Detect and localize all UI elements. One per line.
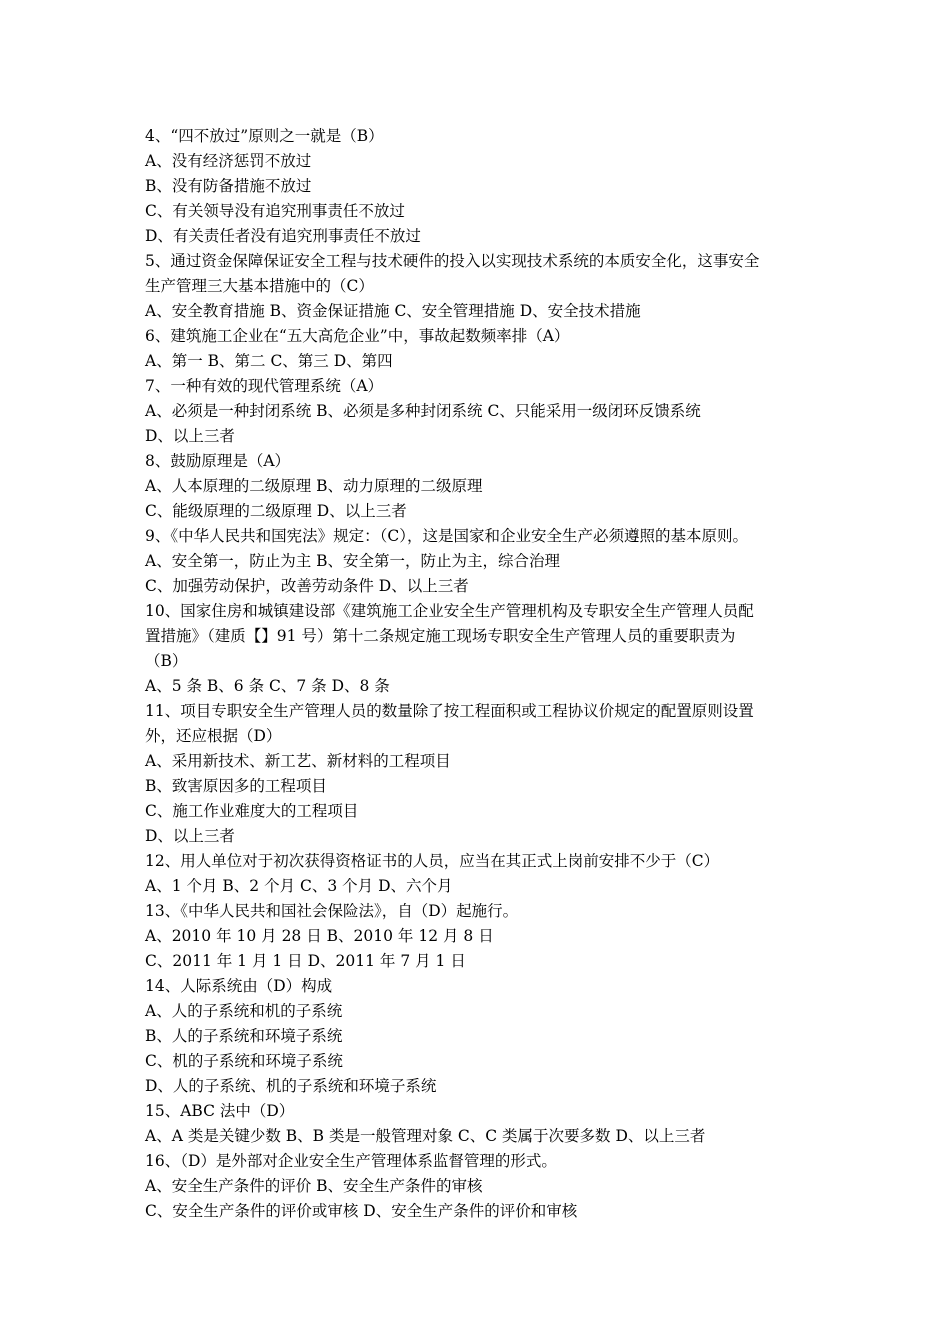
question-7: 7、一种有效的现代管理系统（A） [145,377,384,395]
question-6: 6、建筑施工企业在“五大高危企业”中，事故起数频率排（A） [145,327,570,345]
option-line: A、采用新技术、新工艺、新材料的工程项目 [145,752,451,770]
option-line: A、安全第一，防止为主 B、安全第一，防止为主，综合治理 [145,552,561,570]
option-line: C、有关领导没有追究刑事责任不放过 [145,202,405,220]
question-11-continued: 外，还应根据（D） [145,727,282,745]
option-line: A、人的子系统和机的子系统 [145,1002,343,1020]
option-line: A、第一 B、第二 C、第三 D、第四 [145,352,393,370]
question-4: 4、“四不放过”原则之一就是（B） [145,127,384,145]
question-5: 5、通过资金保障保证安全工程与技术硬件的投入以实现技术系统的本质安全化，这事安全 [145,252,760,270]
option-line: A、人本原理的二级原理 B、动力原理的二级原理 [145,477,483,495]
question-9: 9、《中华人民共和国宪法》规定：（C），这是国家和企业安全生产必须遵照的基本原则。 [145,527,748,545]
question-10-answer: （B） [145,652,188,670]
option-line: D、以上三者 [145,427,235,445]
question-12: 12、用人单位对于初次获得资格证书的人员，应当在其正式上岗前安排不少于（C） [145,852,720,870]
option-line: A、安全教育措施 B、资金保证措施 C、安全管理措施 D、安全技术措施 [145,302,641,320]
option-line: C、能级原理的二级原理 D、以上三者 [145,502,407,520]
option-line: A、5 条 B、6 条 C、7 条 D、8 条 [145,677,390,695]
question-15: 15、ABC 法中（D） [145,1102,295,1120]
question-10-continued: 置措施》（建质【】91 号）第十二条规定施工现场专职安全生产管理人员的重要职责为 [145,627,736,645]
question-11: 11、项目专职安全生产管理人员的数量除了按工程面积或工程协议价规定的配置原则设置 [145,702,754,720]
question-10: 10、国家住房和城镇建设部《建筑施工企业安全生产管理机构及专职安全生产管理人员配 [145,602,754,620]
option-line: A、没有经济惩罚不放过 [145,152,312,170]
option-line: C、施工作业难度大的工程项目 [145,802,359,820]
option-line: A、2010 年 10 月 28 日 B、2010 年 12 月 8 日 [145,927,494,945]
question-16: 16、（D）是外部对企业安全生产管理体系监督管理的形式。 [145,1152,557,1170]
document-body [145,124,815,1224]
option-line: B、致害原因多的工程项目 [145,777,327,795]
question-13: 13、《中华人民共和国社会保险法》，自（D）起施行。 [145,902,519,920]
option-line: B、人的子系统和环境子系统 [145,1027,343,1045]
option-line: A、安全生产条件的评价 B、安全生产条件的审核 [145,1177,483,1195]
option-line: A、1 个月 B、2 个月 C、3 个月 D、六个月 [145,877,453,895]
question-8: 8、鼓励原理是（A） [145,452,291,470]
option-line: D、以上三者 [145,827,235,845]
option-line: D、人的子系统、机的子系统和环境子系统 [145,1077,437,1095]
option-line: C、加强劳动保护，改善劳动条件 D、以上三者 [145,577,469,595]
question-14: 14、人际系统由（D）构成 [145,977,333,995]
option-line: A、必须是一种封闭系统 B、必须是多种封闭系统 C、只能采用一级闭环反馈系统 [145,402,701,420]
option-line: C、2011 年 1 月 1 日 D、2011 年 7 月 1 日 [145,952,466,970]
option-line: D、有关责任者没有追究刑事责任不放过 [145,227,421,245]
option-line: C、机的子系统和环境子系统 [145,1052,343,1070]
option-line: B、没有防备措施不放过 [145,177,312,195]
option-line: C、安全生产条件的评价或审核 D、安全生产条件的评价和审核 [145,1202,578,1220]
question-5-continued: 生产管理三大基本措施中的（C） [145,277,374,295]
option-line: A、A 类是关键少数 B、B 类是一般管理对象 C、C 类属于次要多数 D、以上三者 [145,1127,706,1145]
